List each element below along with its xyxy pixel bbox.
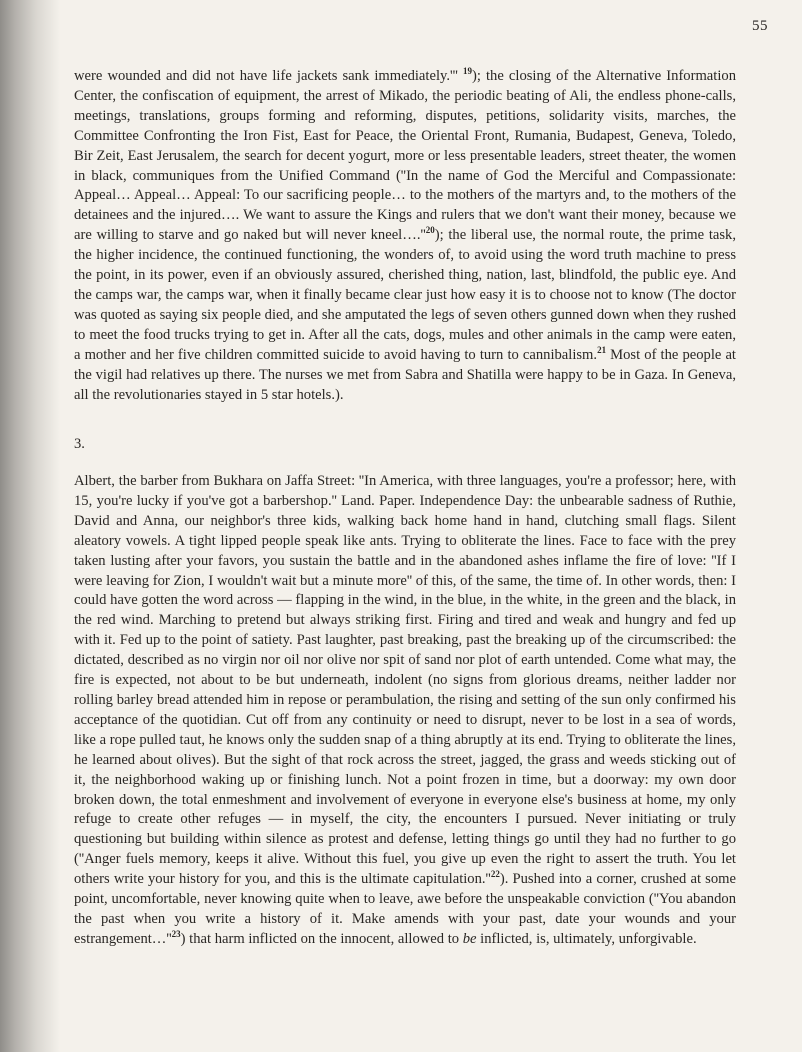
endnote-ref-22: 22 [490, 869, 500, 880]
binding-gutter-shadow [0, 0, 60, 1052]
paragraph-2-text-2: ). Pushed into a corner, crushed at some point, uncomfortable, never knowing quite when to leave, awe before the unspeakable conviction (''You abandon the past when you write a history of it. Make amends with your past, date your wounds and your estrangement…'' [74, 871, 736, 947]
paragraph-1-text-3: ); the liberal use, the normal route, the prime task, the higher incidence, the continued functioning, the wonders of, to avoid using the word truth machine to press the point, in its power, even if an obviously assured, cherished thing, nation, last, blindfold, the public eye. And the camps war, the camps war, when it finally became clear just how easy it is to choose not to know (The doctor was quoted as saying six people died, and she amputated the legs of seven others gunned down when they rushed to meet the food trucks trying to get in. After all the cats, dogs, mules and other animals in the camp were eaten, a mother and her five children committed suicide to avoid having to turn to cannibalism. [74, 227, 736, 363]
page-number: 55 [752, 18, 768, 34]
endnote-ref-20: 20 [425, 225, 435, 236]
endnote-ref-19: 19 [462, 66, 472, 77]
section-number: 3. [74, 436, 85, 452]
paragraph-2-text: Albert, the barber from Bukhara on Jaffa Street: ''In America, with three languages, you're a professor; here, with 15, you're lucky if you've got a barbershop.'' Land. Paper. Independence Day: the unbearable sadness of Ruthie, David and Anna, our neighbor's three kids, walking back home hand in hand, clutching small flags. Silent aleatory vowels. A tight lipped people speak like ants. Trying to obliterate the lines. Face to face with the prey taken lusting after your favors, you sustain the battle and in the abandoned ashes inflame the fire of love: ''If I were leaving for Zion, I wouldn't wait but a minute more'' of this, of the same, the time of. In other words, then: I could have gotten the word across — flapping in the wind, in the blue, in the white, in the green and the black, in the red wind. Marching to pretend but always striking first. Firing and tired and weak and hungry and fed up with it. Fed up to the point of satiety. Past laughter, past breaking, past the breaking up of the circumscribed: the dictated, described as no virgin nor oil nor olive nor spit of sand nor plot of earth untended. Come what may, the fire is expected, not about to be but underneath, indolent (no signs from glorious dreams, neither ladder nor rolling barley bread attended him in repose or perambulation, the rising and setting of the sun only confirmed his acceptance of the quotidian. Cut off from any continuity or need to disrupt, never to be lost in a sea of words, like a rope pulled taut, he knows only the sudden snap of a thing abruptly at its end. Trying to obliterate the lines, he learned about olives). But the sight of that rock across the street, jagged, the grass and weeds sticking out of it, the neighborhood waking up or finishing lunch. Not a point frozen in time, but a doorway: my own door broken down, the total enmeshment and involvement of everyone in everyone else's business at home, my only refuge to create other refuges — in myself, the city, the encounters I pursued. Never initiating or truly questioning but building within silence as protest and defense, letting things go until they had no further to go (''Anger fuels memory, keeps it alive. Without this fuel, you give up even the right to assert the truth. You let others write your history for you, and this is the ultimate capitulation.'' [74, 473, 736, 888]
endnote-ref-23: 23 [171, 928, 181, 939]
paragraph-1 [74, 67, 736, 405]
paragraph-1-text: were wounded and did not have life jackets sank immediately.''' [74, 68, 463, 84]
paragraph-1-text-2: ); the closing of the Alternative Information Center, the confiscation of equipment, the arrest of Mikado, the periodic beating of Ali, the endless phone-calls, meetings, translations, groups forming and reforming, disputes, petitions, solidarity visits, marches, the Committee Confronting the Iron Fist, East for Peace, the Oriental Front, Rumania, Budapest, Geneva, Toledo, Bir Zeit, East Jerusalem, the search for decent yogurt, more or less presentable leaders, street theater, the women in black, communiques from the Unified Command (''In the name of God the Merciful and Compassionate: Appeal… Appeal… Appeal: To our sacrificing people… to the mothers of the martyrs and, to the mothers of the detainees and the injured…. We want to assure the Kings and rulers that we don't want their money, because we are willing to starve and go naked but will never kneel….'' [74, 68, 736, 244]
paragraph-2-text-3: ) that harm inflicted on the innocent, allowed to [180, 930, 463, 947]
emphasis-be: be [462, 930, 477, 947]
endnote-ref-21: 21 [597, 344, 607, 355]
paragraph-2 [74, 472, 736, 950]
paragraph-2-text-4: inflicted, is, ultimately, unforgivable. [476, 930, 697, 947]
paragraph-1-text-4: Most of the people at the vigil had relatives up there. The nurses we met from Sabra and Shatilla were happy to be in Gaza. In Geneva, all the revolutionaries stayed in 5 star hotels.). [74, 346, 736, 403]
